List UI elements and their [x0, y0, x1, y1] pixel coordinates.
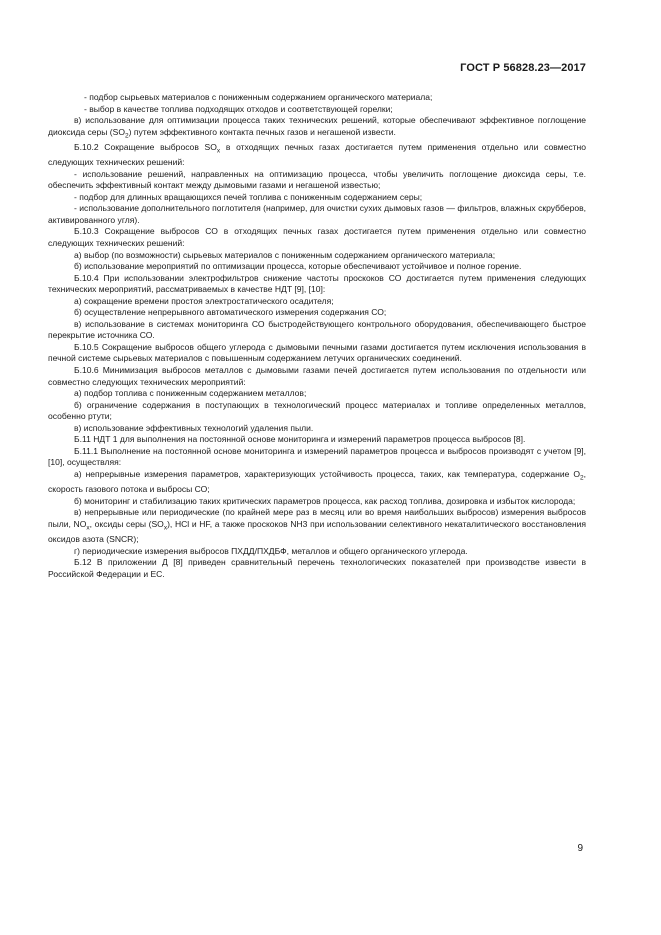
paragraph-text: - выбор в качестве топлива подходящих отходов и соответствующей горелки;	[84, 103, 393, 114]
standard-header: ГОСТ Р 56828.23—2017	[460, 62, 586, 74]
paragraph-text: - подбор сырьевых материалов с пониженным содержанием органического материала;	[84, 92, 433, 102]
paragraph	[48, 469, 586, 496]
paragraph-text: Б.10.5 Сокращение выбросов общего углерода с дымовыми печными газами достигается путем исключения использования в печной системе сырьевых материалов с повышенным содержанием летучих органических соединений.	[48, 341, 586, 364]
paragraph	[48, 319, 586, 342]
paragraph	[48, 307, 586, 319]
paragraph-text: Б.10.2 Сокращение выбросов SO	[74, 141, 217, 152]
paragraph	[48, 92, 586, 104]
paragraph	[48, 226, 586, 249]
paragraph	[48, 261, 586, 273]
paragraph-text: Б.10.3 Сокращение выбросов СО в отходящих печных газах достигается путем применения отдельно или совместно следующих технических решений:	[48, 226, 586, 248]
paragraph-text: Б.12 В приложении Д [8] приведен сравнительный перечень технологических показателей при производстве извести в Российской Федерации и ЕС.	[48, 557, 586, 579]
paragraph-text: б) мониторинг и стабилизацию таких критических параметров процесса, как расход топлива, дозировка и избыток кислорода;	[74, 495, 576, 506]
paragraph	[48, 423, 586, 435]
paragraph	[48, 115, 586, 142]
paragraph	[48, 434, 586, 446]
paragraph	[48, 388, 586, 400]
paragraph-text: - использование решений, направленных на оптимизацию процесса, чтобы увеличить поглощение диоксида серы, т.е. обеспечить эффективный контакт между дымовыми газами и негашеной известью;	[48, 168, 586, 191]
paragraph	[48, 104, 586, 116]
paragraph-text: а) выбор (по возможности) сырьевых материалов с пониженным содержанием органического материала;	[74, 249, 496, 260]
paragraph	[48, 496, 586, 508]
paragraph	[48, 296, 586, 308]
paragraph	[48, 400, 586, 423]
paragraph-text: Б.11 НДТ 1 для выполнения на постоянной основе мониторинга и измерений параметров процесса выбросов [8].	[74, 434, 526, 445]
subscript: x	[86, 524, 90, 532]
paragraph-text: - подбор для длинных вращающихся печей топлива с пониженным содержанием серы;	[74, 191, 423, 202]
paragraph	[48, 192, 586, 204]
paragraph-text: в) использование эффективных технологий удаления пыли.	[74, 422, 314, 433]
paragraph	[48, 142, 586, 169]
paragraph	[48, 507, 586, 545]
paragraph-text: а) непрерывные измерения параметров, характеризующих устойчивость процесса, таких, как температура, содержание O	[74, 468, 580, 479]
paragraph-text: б) использование мероприятий по оптимизации процесса, которые обеспечивают устойчивое и полное горение.	[74, 261, 522, 272]
paragraph-text-cont: в отходящих печных газах достигается путем применения отдельно или совместно следующих технических решений:	[48, 141, 586, 168]
paragraph-text-cont: ) путем эффективного контакта печных газов и негашеной извести.	[128, 126, 396, 137]
paragraph	[48, 446, 586, 469]
paragraph	[48, 203, 586, 226]
paragraph-text: а) подбор топлива с пониженным содержанием металлов;	[74, 388, 307, 399]
document-body	[48, 92, 586, 580]
page-number: 9	[577, 843, 583, 854]
paragraph-text: Б.10.4 При использовании электрофильтров снижение частоты проскоков СО достигается путем применения следующих технических мероприятий, рассматриваемых в качестве НДТ [9], [10]:	[48, 272, 586, 295]
subscript: 2	[125, 132, 129, 140]
paragraph-text: а) сокращение времени простоя электростатического осадителя;	[74, 295, 334, 306]
subscript: x	[216, 147, 221, 155]
paragraph-text: в) использование для оптимизации процесса таких технических решений, которые обеспечивают эффективное поглощение диоксида серы (SO	[48, 115, 586, 137]
paragraph	[48, 273, 586, 296]
subscript: 2	[580, 474, 584, 482]
paragraph-text-cont: , скорость газового потока и выбросы СО;	[48, 468, 586, 495]
paragraph-text: - использование дополнительного поглотителя (например, для очистки сухих дымовых газов — фильтров, влажных скрубберов, активированного угля).	[48, 203, 586, 225]
paragraph-text: г) периодические измерения выбросов ПХДД/ПХДБФ, металлов и общего органического углерода.	[74, 545, 468, 556]
paragraph	[48, 546, 586, 558]
paragraph-text: в) использование в системах мониторинга СО быстродействующего контрольного оборудования, обеспечивающего быстрое перекрытие источника СО.	[48, 318, 586, 341]
paragraph-text-cont: , оксиды серы (SO	[89, 518, 164, 529]
paragraph-text: б) осуществление непрерывного автоматического измерения содержания СО;	[74, 307, 387, 318]
paragraph-text: в) непрерывные или периодические (по крайней мере раз в месяц или во время наибольших выбросов) измерения выбросов пыли, NO	[48, 507, 586, 529]
paragraph	[48, 557, 586, 580]
paragraph-text: б) ограничение содержания в поступающих в технологический процесс материалах и топливе определенных металлов, особенно ртути;	[48, 399, 586, 422]
paragraph	[48, 169, 586, 192]
paragraph-text: Б.10.6 Минимизация выбросов металлов с дымовыми газами печей достигается путем использования по отдельности или совместно следующих технических мероприятий:	[48, 364, 586, 387]
paragraph-text: Б.11.1 Выполнение на постоянной основе мониторинга и измерений параметров процесса и выбросов производят с учетом [9], [10], осуществляя:	[48, 445, 586, 468]
paragraph	[48, 365, 586, 388]
paragraph-text-cont: ), НCl и НF, а также проскоков NH3 при использовании селективного некаталитического восстановления оксидов азота (SNCR);	[48, 518, 586, 545]
subscript: x	[163, 524, 168, 532]
paragraph	[48, 250, 586, 262]
paragraph	[48, 342, 586, 365]
